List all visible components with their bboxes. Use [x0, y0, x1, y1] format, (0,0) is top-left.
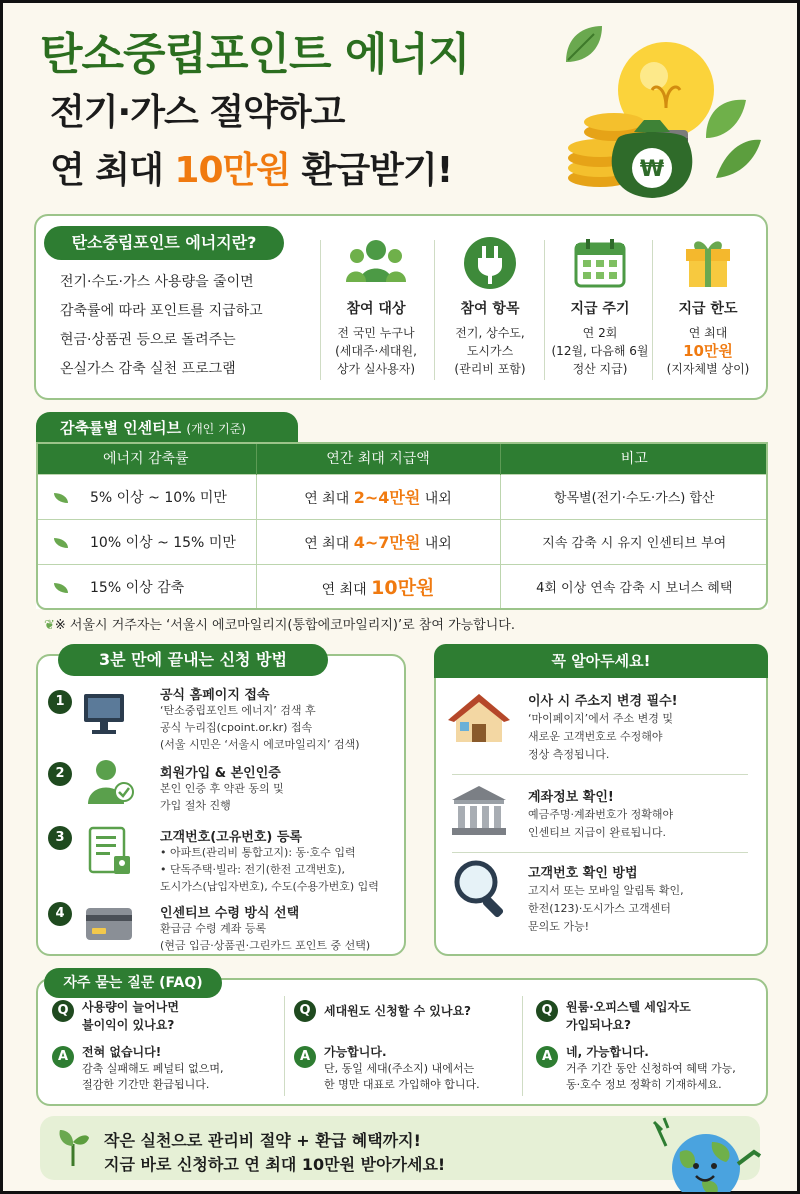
- faq-answer: [324, 1044, 480, 1093]
- step-line: 본인 인증 후 약관 동의 및: [160, 782, 284, 795]
- feature-title: 지급 한도: [678, 301, 738, 317]
- column-header: 비고: [500, 442, 768, 474]
- feature-title: 참여 대상: [346, 301, 406, 317]
- question-line: 세대원도 신청할 수 있나요?: [324, 1004, 472, 1018]
- amount-cell: [256, 564, 500, 609]
- answer-badge: A: [52, 1046, 74, 1068]
- amount-value: 2~4만원: [353, 488, 421, 507]
- question-line: 불이익이 있나요?: [82, 1018, 175, 1032]
- notice-heading: 꼭 알아두세요!: [434, 644, 768, 678]
- step-number: 2: [48, 762, 72, 786]
- answer-line: 절감한 기간만 환급됩니다.: [82, 1078, 210, 1091]
- intro-line: 감축률에 따라 포인트를 지급하고: [60, 303, 263, 319]
- step-description: [160, 780, 284, 814]
- sprout-icon: ❦: [44, 618, 55, 633]
- step-line: 가입 절차 진행: [160, 799, 231, 812]
- step-line: (서울 시민은 ‘서울시 에코마일리지’ 검색): [160, 738, 360, 751]
- question-line: 가입되나요?: [566, 1018, 631, 1032]
- answer-title: 가능합니다.: [324, 1045, 387, 1059]
- intro-line: 현금·상품권 등으로 돌려주는: [60, 332, 236, 348]
- leaf-icon: [54, 583, 68, 593]
- notice-title: 고객번호 확인 방법: [528, 866, 638, 881]
- rate-cell: 15% 이상 감축: [90, 579, 185, 596]
- step-line: • 단독주택·빌라: 전기(한전 고객번호),: [160, 863, 346, 876]
- feature-line: 상가 실사용자): [336, 362, 416, 376]
- won-symbol: ₩: [639, 157, 665, 182]
- feature-line: (세대주·세대원,: [335, 344, 417, 358]
- table-row: [36, 474, 768, 519]
- feature-line: (관리비 포함): [454, 362, 526, 376]
- people-icon: [346, 236, 406, 290]
- divider: [544, 240, 545, 380]
- step-description: [160, 844, 379, 895]
- earth-mascot-icon: [650, 1116, 768, 1192]
- intro-heading: 탄소중립포인트 에너지란?: [44, 226, 284, 260]
- divider: [320, 240, 321, 380]
- question-line: 사용량이 늘어나면: [82, 1000, 179, 1014]
- answer-line: 감축 실패해도 페널티 없으며,: [82, 1062, 224, 1075]
- amount-value: 10만원: [371, 577, 435, 600]
- answer-line: 단, 동일 세대(주소지) 내에서는: [324, 1062, 475, 1075]
- feature-items: [436, 236, 544, 378]
- feature-line: (지자체별 상이): [666, 362, 750, 376]
- faq-answer: [566, 1044, 736, 1093]
- feature-line: (12월, 다음해 6월: [551, 344, 649, 358]
- main-title: 탄소중립포인트 에너지: [40, 29, 470, 80]
- headline-suffix: 환급받기!: [290, 150, 453, 191]
- step-line: ‘탄소중립포인트 에너지’ 검색 후: [160, 704, 316, 717]
- divider: [434, 240, 435, 380]
- magnifier-icon: [452, 858, 512, 920]
- faq-question: [324, 1002, 471, 1020]
- feature-line: 도시가스: [466, 344, 514, 358]
- banner-line: 지금 바로 신청하고 연 최대 10만원 받아가세요!: [104, 1155, 446, 1174]
- house-icon: [448, 690, 510, 744]
- subtitle-line: 전기·가스 절약하고: [50, 92, 345, 133]
- notice-description: [528, 882, 684, 936]
- table-row: [36, 564, 768, 609]
- step-title: 회원가입 & 본인인증: [160, 766, 281, 781]
- note-cell: 지속 감축 시 유지 인센티브 부여: [500, 519, 768, 564]
- answer-title: 전혀 없습니다!: [82, 1045, 162, 1059]
- sprout-icon: [56, 1126, 90, 1166]
- notice-description: [528, 806, 673, 842]
- amount-prefix: 연 최대: [304, 491, 354, 507]
- table-header-row: [36, 442, 768, 474]
- incentive-heading: [36, 412, 298, 444]
- divider: [452, 852, 748, 853]
- amount-suffix: 내외: [420, 536, 452, 552]
- intro-line: 전기·수도·가스 사용량을 줄이면: [60, 274, 254, 290]
- incentive-table: [36, 442, 768, 609]
- divider: [284, 996, 285, 1096]
- notice-line: 새로운 고객번호로 수정해야: [528, 730, 663, 743]
- step-title: 공식 홈페이지 접속: [160, 688, 270, 703]
- feature-line: 연 최대: [688, 326, 728, 340]
- divider: [452, 774, 748, 775]
- step-number: 4: [48, 902, 72, 926]
- notice-line: 한전(123)·도시가스 고객센터: [528, 902, 671, 915]
- headline-amount: 10만원: [174, 150, 291, 191]
- feature-target: [322, 236, 430, 378]
- notice-line: 문의도 가능!: [528, 920, 590, 933]
- step-title: 고객번호(고유번호) 등록: [160, 830, 302, 845]
- notice-line: 인센티브 지급이 완료됩니다.: [528, 826, 667, 839]
- answer-badge: A: [294, 1046, 316, 1068]
- intro-description: [60, 268, 310, 384]
- notice-description: [528, 710, 673, 764]
- step-line: 도시가스(납입자번호), 수도(수용가번호) 입력: [160, 880, 379, 893]
- monitor-icon: [80, 690, 128, 738]
- card-icon: [84, 906, 134, 942]
- question-badge: Q: [294, 1000, 316, 1022]
- amount-prefix: 연 최대: [304, 536, 354, 552]
- notice-title: 계좌정보 확인!: [528, 790, 614, 805]
- feature-line: 정산 지급): [572, 362, 628, 376]
- feature-title: 참여 항목: [460, 301, 520, 317]
- question-badge: Q: [52, 1000, 74, 1022]
- answer-line: 동·호수 정보 정확히 기재하세요.: [566, 1078, 722, 1091]
- note-cell: 항목별(전기·수도·가스) 합산: [500, 474, 768, 519]
- banner-line: 작은 실천으로 관리비 절약 + 환급 혜택까지!: [104, 1131, 421, 1150]
- gift-icon: [683, 237, 733, 289]
- answer-title: 네, 가능합니다.: [566, 1045, 649, 1059]
- column-header: 연간 최대 지급액: [256, 442, 500, 474]
- rate-cell: 5% 이상 ~ 10% 미만: [90, 489, 227, 506]
- feature-limit: [654, 236, 762, 378]
- note-cell: 4회 이상 연속 감축 시 보너스 혜택: [500, 564, 768, 609]
- step-line: (현금 입금·상품권·그린카드 포인트 중 선택): [160, 939, 371, 952]
- headline-prefix: 연 최대: [50, 150, 175, 191]
- headline-benefit: [50, 142, 452, 193]
- amount-cell: [256, 474, 500, 519]
- steps-heading: 3분 만에 끝내는 신청 방법: [58, 644, 328, 676]
- faq-heading: 자주 묻는 질문 (FAQ): [44, 968, 222, 998]
- rate-cell: 10% 이상 ~ 15% 미만: [90, 534, 236, 551]
- table-row: [36, 519, 768, 564]
- notice-line: 고지서 또는 모바일 알림톡 확인,: [528, 884, 684, 897]
- answer-line: 한 명만 대표로 가입해야 합니다.: [324, 1078, 480, 1091]
- lightbulb-money-illustration: [556, 28, 766, 206]
- step-title: 인센티브 수령 방식 선택: [160, 906, 300, 921]
- column-header: 에너지 감축률: [36, 442, 256, 474]
- answer-badge: A: [536, 1046, 558, 1068]
- question-line: 원룸·오피스텔 세입자도: [566, 1000, 691, 1014]
- feature-line: 전 국민 누구나: [337, 326, 415, 340]
- feature-title: 지급 주기: [570, 301, 630, 317]
- step-line: 공식 누리집(cpoint.or.kr) 접속: [160, 721, 313, 734]
- notice-line: ‘마이페이지’에서 주소 변경 및: [528, 712, 673, 725]
- footnote: [44, 614, 515, 633]
- amount-suffix: 내외: [420, 491, 452, 507]
- divider: [522, 996, 523, 1096]
- feature-line: 연 2회: [582, 326, 618, 340]
- leaf-icon: [54, 538, 68, 548]
- amount-value: 4~7만원: [353, 533, 421, 552]
- step-description: [160, 702, 360, 753]
- document-icon: [86, 826, 134, 878]
- feature-line: 전기, 상수도,: [455, 326, 525, 340]
- amount-prefix: 연 최대: [321, 582, 372, 599]
- question-badge: Q: [536, 1000, 558, 1022]
- notice-line: 예금주명·계좌번호가 정확해야: [528, 808, 674, 821]
- feature-cycle: [546, 236, 654, 378]
- amount-cell: [256, 519, 500, 564]
- bank-icon: [450, 784, 508, 838]
- user-check-icon: [86, 758, 136, 806]
- feature-highlight: 10만원: [683, 342, 733, 360]
- leaf-icon: [54, 493, 68, 503]
- footnote-text: ※ 서울시 거주자는 ‘서울시 에코마일리지(통합에코마일리지)’로 참여 가능합니다.: [54, 618, 515, 633]
- calendar-icon: [574, 238, 626, 288]
- step-number: 1: [48, 690, 72, 714]
- answer-line: 거주 기간 동안 신청하여 혜택 가능,: [566, 1062, 736, 1075]
- step-line: 환급금 수령 계좌 등록: [160, 922, 267, 935]
- faq-question: [566, 998, 691, 1034]
- step-line: • 아파트(관리비 통합고지): 동·호수 입력: [160, 846, 356, 859]
- notice-title: 이사 시 주소지 변경 필수!: [528, 694, 678, 709]
- incentive-subtitle: (개인 기준): [186, 422, 246, 436]
- faq-question: [82, 998, 179, 1034]
- intro-line: 온실가스 감축 실천 프로그램: [60, 361, 236, 377]
- incentive-title: 감축률별 인센티브: [60, 419, 182, 437]
- plug-icon: [463, 236, 517, 290]
- faq-answer: [82, 1044, 224, 1093]
- notice-line: 정상 측정됩니다.: [528, 748, 610, 761]
- step-description: [160, 920, 370, 954]
- step-number: 3: [48, 826, 72, 850]
